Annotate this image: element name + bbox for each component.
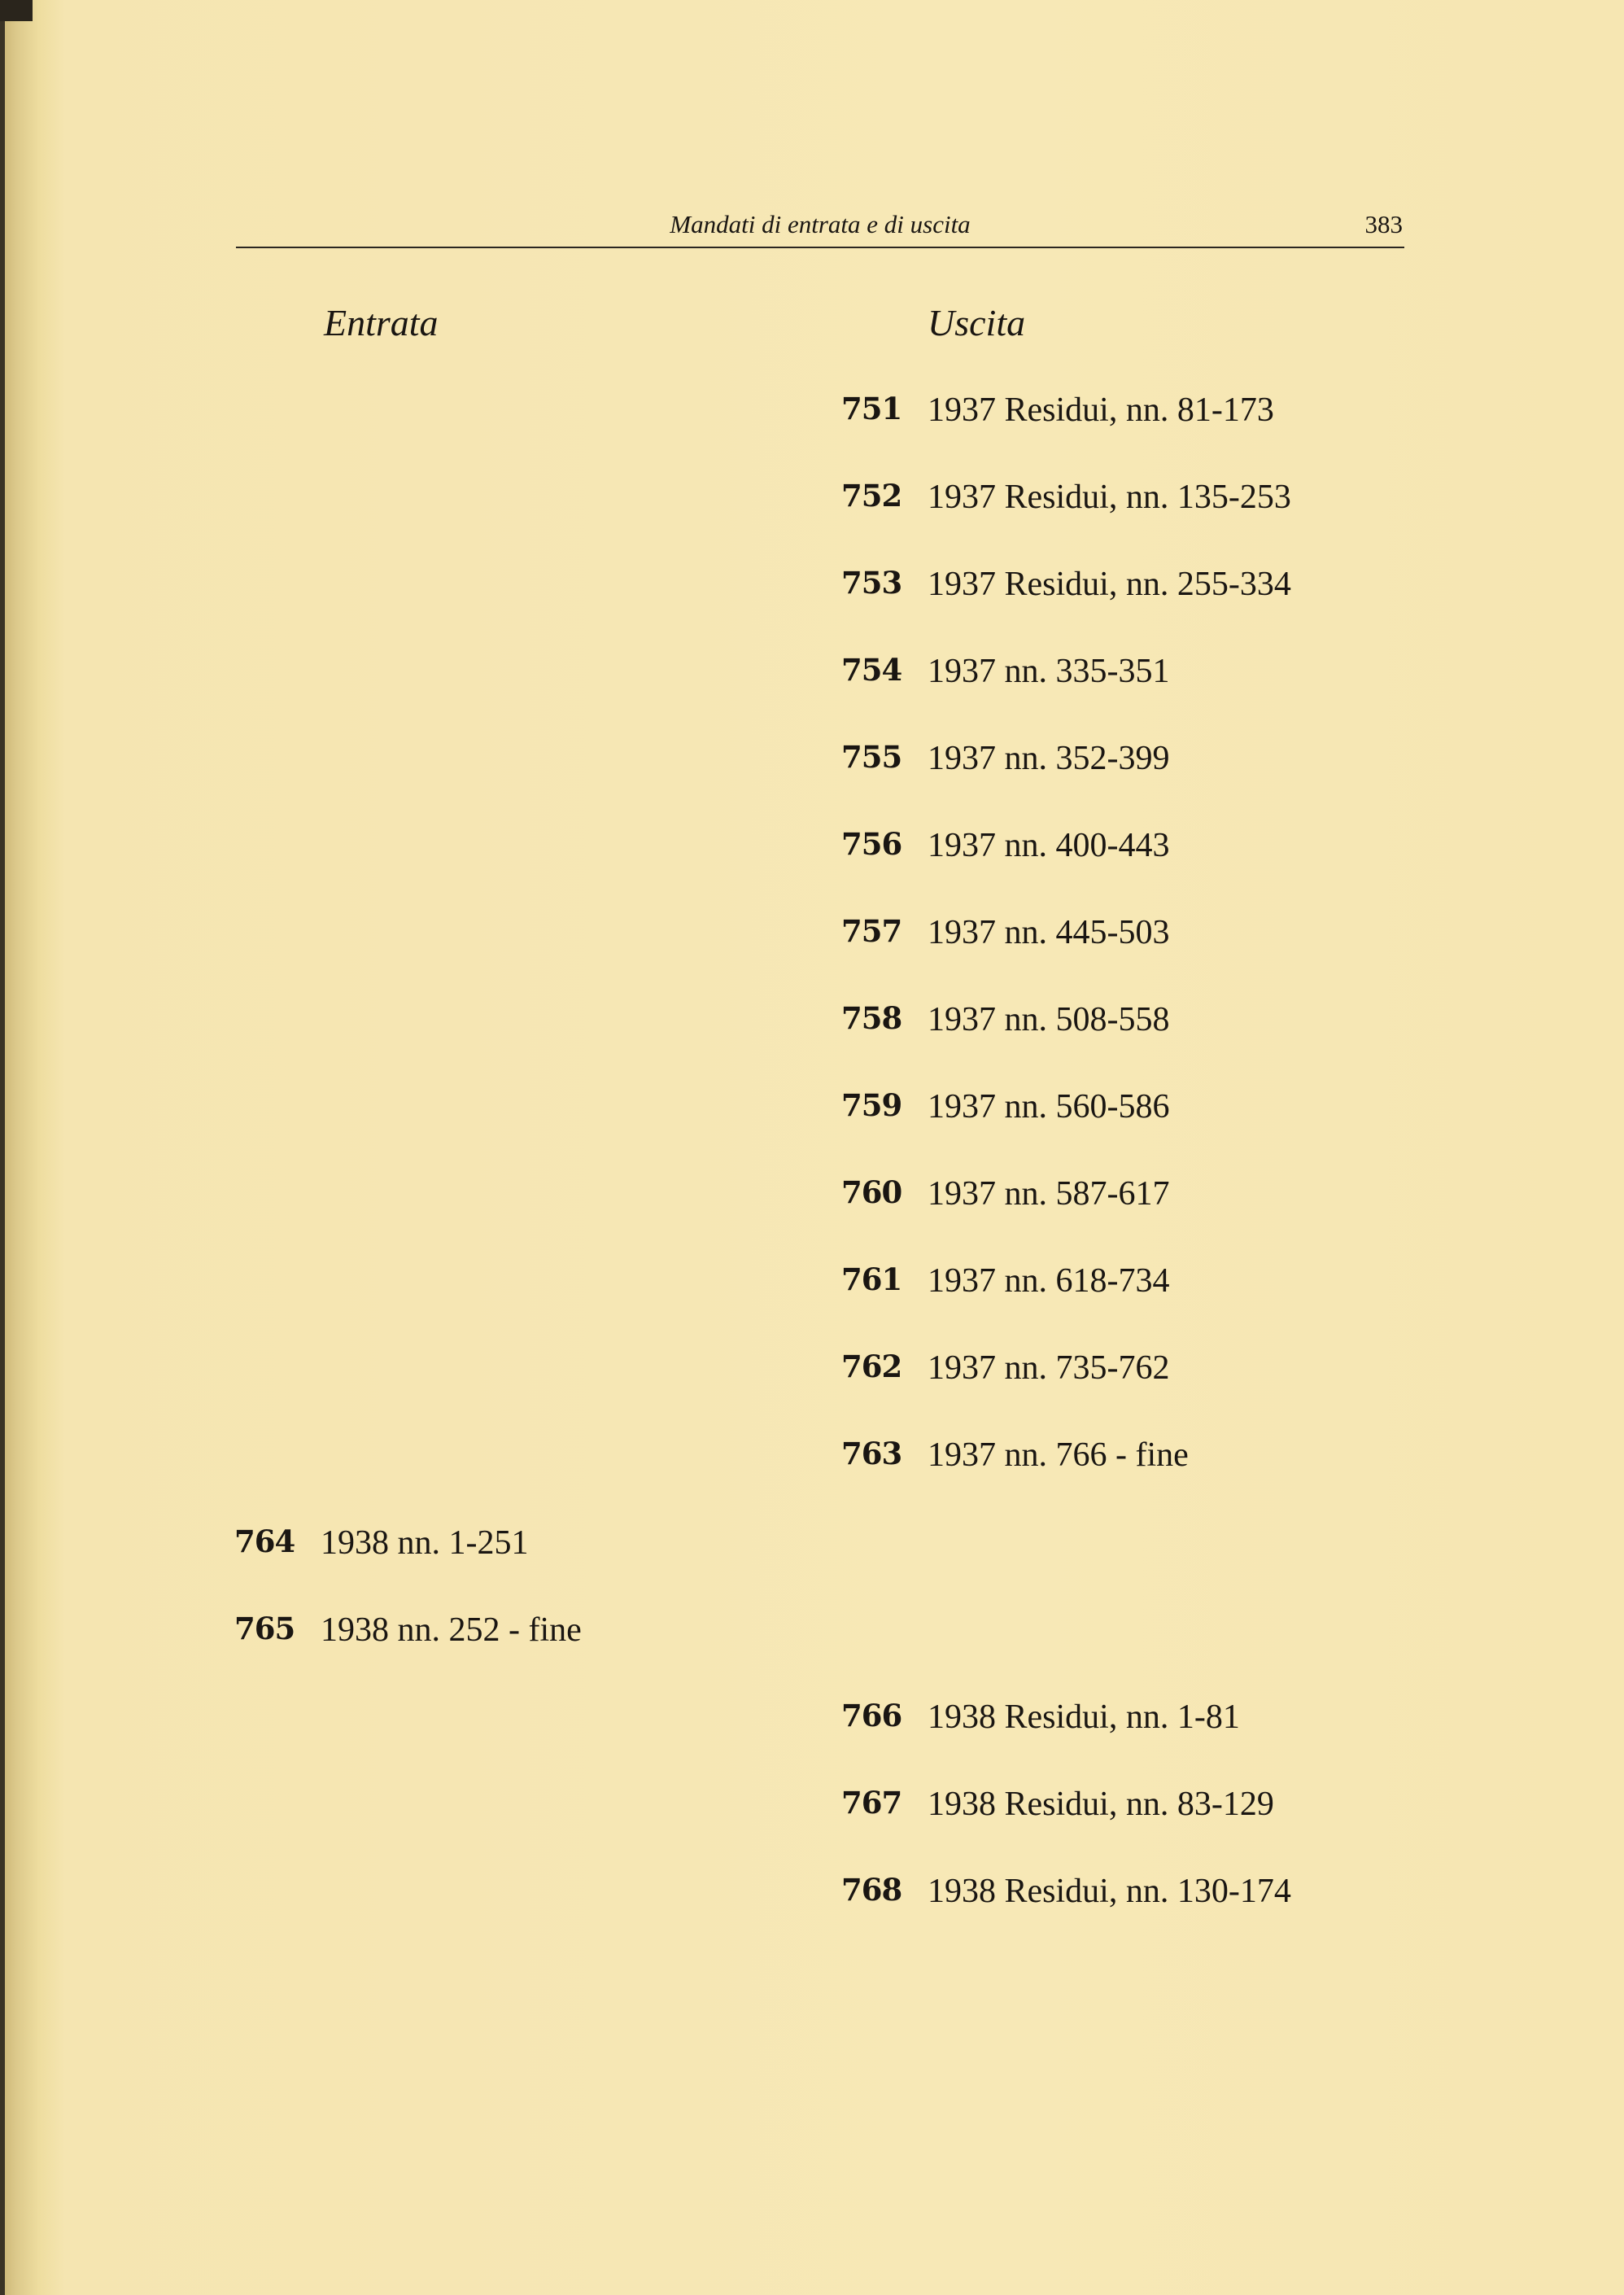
entry-number: 767 (841, 1785, 902, 1821)
entry-description: 1937 nn. 560-586 (928, 1088, 1170, 1126)
entry-number: 754 (841, 652, 902, 688)
entry-number: 760 (841, 1174, 902, 1210)
entry-number: 752 (841, 478, 902, 514)
entry-number: 762 (841, 1349, 902, 1384)
entry-number: 768 (841, 1872, 902, 1908)
entry-description: 1937 Residui, nn. 81-173 (928, 391, 1274, 429)
header-rule (236, 247, 1404, 248)
entry-description: 1937 nn. 587-617 (928, 1175, 1170, 1213)
entry-number: 757 (841, 913, 902, 949)
entry-description: 1937 nn. 508-558 (928, 1001, 1170, 1038)
running-title: Mandati di entrata e di uscita (670, 210, 971, 238)
entry-description: 1937 nn. 352-399 (928, 740, 1170, 777)
book-spine-corner (0, 0, 33, 21)
entry-number: 759 (841, 1087, 902, 1123)
entry-description: 1938 Residui, nn. 1-81 (928, 1698, 1240, 1736)
entrata-heading: Entrata (324, 302, 439, 343)
entry-description: 1938 nn. 1-251 (321, 1524, 529, 1562)
entry-number: 766 (841, 1698, 902, 1733)
entry-description: 1937 nn. 445-503 (928, 914, 1170, 951)
entry-description: 1938 Residui, nn. 83-129 (928, 1786, 1274, 1823)
entry-number: 764 (234, 1523, 295, 1559)
entry-number: 756 (841, 826, 902, 862)
entry-description: 1937 nn. 735-762 (928, 1349, 1170, 1387)
entry-description: 1937 nn. 618-734 (928, 1262, 1170, 1300)
entry-description: 1937 nn. 335-351 (928, 653, 1170, 690)
entry-description: 1938 Residui, nn. 130-174 (928, 1873, 1291, 1910)
entry-description: 1937 nn. 400-443 (928, 827, 1170, 864)
entry-description: 1938 nn. 252 - fine (321, 1611, 582, 1649)
uscita-heading: Uscita (928, 302, 1026, 343)
entry-number: 753 (841, 565, 902, 601)
entry-number: 765 (234, 1611, 295, 1646)
entry-description: 1937 Residui, nn. 255-334 (928, 566, 1291, 603)
entry-number: 758 (841, 1000, 902, 1036)
book-spine-edge (0, 0, 5, 2295)
entry-number: 761 (841, 1261, 902, 1297)
page-number: 383 (1364, 210, 1403, 238)
entry-description: 1937 nn. 766 - fine (928, 1436, 1189, 1474)
entry-number: 763 (841, 1436, 902, 1471)
entry-number: 751 (841, 391, 902, 426)
entry-number: 755 (841, 739, 902, 775)
entry-description: 1937 Residui, nn. 135-253 (928, 479, 1291, 516)
